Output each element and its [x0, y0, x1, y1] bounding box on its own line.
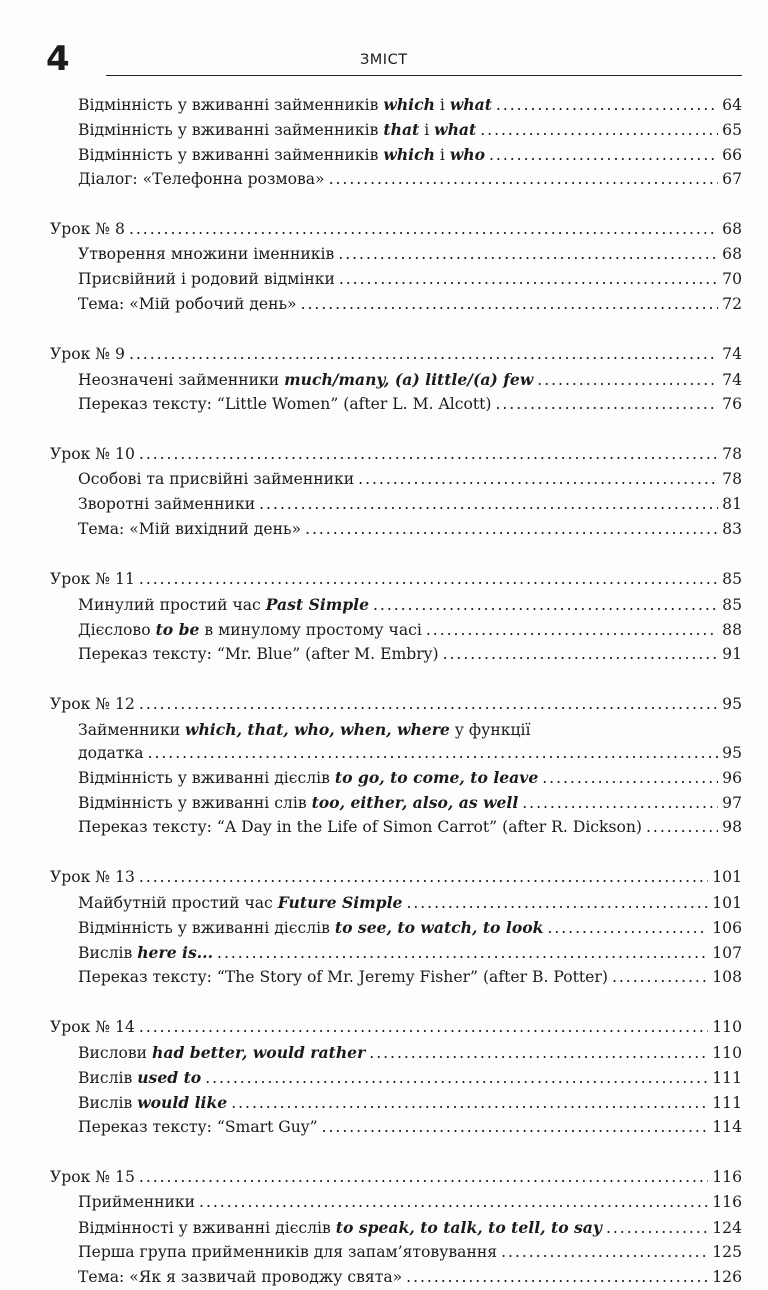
entry-text: Тема: «Мій робочий день» [78, 295, 297, 313]
entry-title [78, 517, 301, 542]
entry-emphasis: here is... [137, 943, 214, 962]
entry-text: Відмінність у вживанні займенників [78, 121, 384, 139]
entry-text: Займенники [78, 721, 186, 739]
header-divider [106, 75, 742, 76]
toc-entry-row[interactable] [50, 765, 742, 790]
lesson-title: Урок № 11 [50, 570, 135, 588]
leader-dots [205, 1066, 708, 1091]
lesson-title: Урок № 12 [50, 695, 135, 713]
entry-title [78, 1190, 195, 1215]
entry-emphasis: that [383, 120, 420, 139]
table-of-contents [50, 92, 742, 1290]
entry-text: Відмінність у вживанні слів [78, 794, 312, 812]
entry-title [78, 167, 325, 192]
leader-dots [537, 368, 718, 393]
toc-entry-row[interactable] [50, 142, 742, 167]
entry-page-number: 78 [722, 470, 742, 488]
entry-page-number: 72 [722, 295, 742, 313]
entry-page-number: 76 [722, 395, 742, 413]
entry-text: Зворотні займенники [78, 495, 256, 513]
leader-dots [358, 467, 718, 492]
entry-text: Переказ тексту: “The Story of Mr. Jeremy Fisher” (after B. Potter) [78, 968, 608, 986]
entry-text: Вислів [78, 944, 138, 962]
leader-dots [646, 815, 718, 840]
entry-text: Вислів [78, 1069, 138, 1087]
toc-entry-row[interactable] [50, 292, 742, 317]
toc-entry-row[interactable] [50, 1065, 742, 1090]
leader-dots [329, 167, 719, 192]
leader-dots [406, 891, 708, 916]
toc-entry-row[interactable] [50, 717, 742, 742]
entry-title [78, 915, 543, 941]
lesson-page-number: 68 [722, 220, 742, 238]
entry-text: Перша група прийменників для запам’ятовування [78, 1243, 498, 1261]
entry-emphasis: which, that, who, when, where [185, 720, 450, 739]
entry-page-number: 98 [722, 818, 742, 836]
entry-title [78, 467, 354, 492]
entry-title [78, 92, 492, 118]
entry-text: і [434, 96, 450, 114]
section-gap [50, 317, 742, 342]
leader-dots [522, 791, 718, 816]
running-header-title: ЗМІСТ [360, 52, 408, 68]
lesson-title: Урок № 10 [50, 445, 135, 463]
leader-dots [501, 1240, 708, 1265]
entry-page-number: 88 [722, 621, 742, 639]
entry-text: Відмінність у вживанні дієслів [78, 919, 335, 937]
entry-title [78, 617, 422, 643]
entry-page-number: 95 [722, 744, 742, 762]
entry-title [78, 367, 533, 393]
entry-text: і [434, 146, 450, 164]
leader-dots [339, 267, 718, 292]
lesson-page-number: 101 [712, 868, 742, 886]
toc-entry-row[interactable] [50, 1240, 742, 1265]
leader-dots [139, 692, 718, 717]
leader-dots [406, 1265, 708, 1290]
entry-emphasis: Past Simple [265, 595, 370, 614]
entry-page-number: 107 [712, 944, 742, 962]
entry-title [78, 890, 402, 916]
toc-entry-row[interactable] [50, 915, 742, 940]
entry-text: Переказ тексту: “Mr. Blue” (after M. Embry) [78, 645, 439, 663]
lesson-page-number: 74 [722, 345, 742, 363]
toc-entry-row[interactable] [50, 1090, 742, 1115]
entry-emphasis: Future Simple [277, 893, 403, 912]
entry-title [78, 117, 476, 143]
entry-page-number: 110 [712, 1044, 742, 1062]
entry-title [78, 1265, 402, 1290]
entry-emphasis: used to [137, 1068, 202, 1087]
section-gap [50, 1140, 742, 1165]
toc-entry-row[interactable] [50, 617, 742, 642]
entry-page-number: 66 [722, 146, 742, 164]
leader-dots [301, 292, 719, 317]
entry-page-number: 125 [712, 1243, 742, 1261]
entry-emphasis: too, either, also, as well [311, 793, 519, 812]
lesson-page-number: 116 [712, 1168, 742, 1186]
entry-title [78, 1115, 318, 1140]
toc-entry-row[interactable] [50, 940, 742, 965]
entry-text: Діалог: «Телефонна розмова» [78, 170, 325, 188]
section-gap [50, 990, 742, 1015]
entry-emphasis: to go, to come, to leave [334, 768, 539, 787]
entry-text: Прийменники [78, 1193, 196, 1211]
leader-dots [489, 143, 718, 168]
leader-dots [129, 217, 718, 242]
entry-title [78, 392, 491, 417]
entry-title [78, 1240, 497, 1265]
leader-dots [496, 93, 718, 118]
entry-title [78, 642, 439, 667]
toc-lesson-row[interactable] [50, 342, 742, 367]
entry-page-number: 81 [722, 495, 742, 513]
toc-entry-row[interactable] [50, 642, 742, 667]
lesson-title: Урок № 8 [50, 220, 125, 238]
entry-text: Відмінність у вживанні займенників [78, 96, 384, 114]
entry-text: Тема: «Мій вихідний день» [78, 520, 302, 538]
entry-page-number: 68 [722, 245, 742, 263]
leader-dots [322, 1115, 709, 1140]
toc-lesson-row[interactable] [50, 692, 742, 717]
entry-page-number: 101 [712, 894, 742, 912]
leader-dots [139, 1015, 708, 1040]
entry-text: Вислови [78, 1044, 153, 1062]
leader-dots [612, 965, 708, 990]
toc-entry-row[interactable] [50, 117, 742, 142]
section-gap [50, 192, 742, 217]
entry-page-number: 106 [712, 919, 742, 937]
entry-title [78, 790, 518, 816]
entry-title [78, 292, 297, 317]
toc-entry-row[interactable] [50, 167, 742, 192]
entry-emphasis: who [449, 145, 486, 164]
entry-emphasis: what [434, 120, 477, 139]
entry-text: у функції [449, 721, 531, 739]
entry-title [78, 592, 369, 618]
entry-title [78, 742, 144, 765]
entry-page-number: 111 [712, 1094, 742, 1112]
lesson-page-number: 78 [722, 445, 742, 463]
leader-dots [373, 593, 718, 618]
entry-text: Утворення множини іменників [78, 245, 335, 263]
entry-page-number: 70 [722, 270, 742, 288]
toc-entry-row[interactable] [50, 965, 742, 990]
toc-entry-row[interactable] [50, 492, 742, 517]
lesson-title: Урок № 9 [50, 345, 125, 363]
section-gap [50, 667, 742, 692]
leader-dots [139, 442, 718, 467]
entry-title [78, 492, 255, 517]
entry-text: Переказ тексту: “A Day in the Life of Simon Carrot” (after R. Dickson) [78, 818, 643, 836]
leader-dots [148, 742, 719, 765]
entry-page-number: 97 [722, 794, 742, 812]
toc-entry-continuation[interactable] [50, 742, 742, 765]
entry-page-number: 126 [712, 1268, 742, 1286]
entry-page-number: 65 [722, 121, 742, 139]
entry-page-number: 108 [712, 968, 742, 986]
leader-dots [338, 242, 718, 267]
section-gap [50, 542, 742, 567]
entry-page-number: 114 [712, 1118, 742, 1136]
entry-text: Дієслово [78, 621, 156, 639]
lesson-title: Урок № 15 [50, 1168, 135, 1186]
entry-text: Неозначені займенники [78, 371, 285, 389]
lesson-page-number: 85 [722, 570, 742, 588]
entry-text: Минулий простий час [78, 596, 266, 614]
entry-page-number: 85 [722, 596, 742, 614]
toc-entry-row[interactable] [50, 890, 742, 915]
toc-entry-row[interactable] [50, 592, 742, 617]
leader-dots [480, 118, 718, 143]
page-number: 4 [46, 39, 70, 79]
entry-text: Майбутній простий час [78, 894, 278, 912]
toc-entry-row[interactable] [50, 815, 742, 840]
entry-title [78, 242, 334, 267]
entry-title [78, 142, 485, 168]
toc-entry-row[interactable] [50, 367, 742, 392]
entry-page-number: 111 [712, 1069, 742, 1087]
section-gap [50, 417, 742, 442]
entry-text: додатка [78, 744, 144, 762]
toc-lesson-row[interactable] [50, 442, 742, 467]
leader-dots [369, 1041, 708, 1066]
toc-entry-row[interactable] [50, 1190, 742, 1215]
entry-title [78, 717, 530, 743]
entry-emphasis: which [383, 145, 435, 164]
entry-emphasis: much/many, (a) little/(a) few [284, 370, 534, 389]
entry-page-number: 124 [712, 1219, 742, 1237]
entry-title [78, 1215, 602, 1241]
entry-title [78, 1040, 365, 1066]
leader-dots [259, 492, 718, 517]
leader-dots [139, 865, 708, 890]
entry-page-number: 74 [722, 371, 742, 389]
leader-dots [199, 1190, 708, 1215]
entry-text: Відмінності у вживанні дієслів [78, 1219, 336, 1237]
lesson-page-number: 95 [722, 695, 742, 713]
entry-title [78, 765, 538, 791]
entry-emphasis: which [383, 95, 435, 114]
leader-dots [217, 941, 708, 966]
entry-text: Відмінність у вживанні займенників [78, 146, 384, 164]
toc-lesson-row[interactable] [50, 567, 742, 592]
toc-entry-row[interactable] [50, 1215, 742, 1240]
entry-text: і [419, 121, 435, 139]
entry-title [78, 940, 213, 966]
entry-title [78, 815, 642, 840]
toc-entry-row[interactable] [50, 1115, 742, 1140]
toc-lesson-row[interactable] [50, 1165, 742, 1190]
entry-title [78, 267, 335, 292]
leader-dots [426, 618, 718, 643]
entry-text: Особові та присвійні займенники [78, 470, 355, 488]
toc-lesson-row[interactable] [50, 865, 742, 890]
entry-text: Присвійний і родовий відмінки [78, 270, 335, 288]
toc-entry-row[interactable] [50, 517, 742, 542]
entry-page-number: 91 [722, 645, 742, 663]
entry-text: Вислів [78, 1094, 138, 1112]
toc-lesson-row[interactable] [50, 1015, 742, 1040]
leader-dots [129, 342, 718, 367]
leader-dots [231, 1091, 708, 1116]
toc-lesson-row[interactable] [50, 217, 742, 242]
leader-dots [606, 1216, 708, 1241]
toc-entry-row[interactable] [50, 467, 742, 492]
entry-text: Тема: «Як я зазвичай проводжу свята» [78, 1268, 403, 1286]
entry-emphasis: had better, would rather [152, 1043, 366, 1062]
lesson-title: Урок № 13 [50, 868, 135, 886]
entry-emphasis: would like [137, 1093, 228, 1112]
leader-dots [547, 916, 708, 941]
entry-emphasis: to see, to watch, to look [334, 918, 544, 937]
toc-entry-row[interactable] [50, 92, 742, 117]
entry-page-number: 83 [722, 520, 742, 538]
entry-title [78, 1090, 227, 1116]
entry-page-number: 67 [722, 170, 742, 188]
entry-text: Відмінність у вживанні дієслів [78, 769, 335, 787]
toc-entry-row[interactable] [50, 242, 742, 267]
leader-dots [139, 567, 718, 592]
leader-dots [542, 766, 718, 791]
entry-text: Переказ тексту: “Little Women” (after L. M. Alcott) [78, 395, 492, 413]
entry-page-number: 64 [722, 96, 742, 114]
entry-title [78, 1065, 201, 1091]
toc-entry-row[interactable] [50, 267, 742, 292]
entry-emphasis: to speak, to talk, to tell, to say [335, 1218, 602, 1237]
section-gap [50, 840, 742, 865]
entry-text: Переказ тексту: “Smart Guy” [78, 1118, 318, 1136]
lesson-title: Урок № 14 [50, 1018, 135, 1036]
leader-dots [139, 1165, 708, 1190]
toc-entry-row[interactable] [50, 1265, 742, 1290]
entry-title [78, 965, 608, 990]
entry-page-number: 96 [722, 769, 742, 787]
toc-entry-row[interactable] [50, 1040, 742, 1065]
toc-entry-row[interactable] [50, 392, 742, 417]
leader-dots [495, 392, 718, 417]
entry-emphasis: to be [155, 620, 200, 639]
toc-entry-row[interactable] [50, 790, 742, 815]
lesson-page-number: 110 [712, 1018, 742, 1036]
entry-page-number: 116 [712, 1193, 742, 1211]
leader-dots [443, 642, 719, 667]
entry-emphasis: what [449, 95, 492, 114]
entry-text: в минулому простому часі [199, 621, 422, 639]
leader-dots [305, 517, 718, 542]
